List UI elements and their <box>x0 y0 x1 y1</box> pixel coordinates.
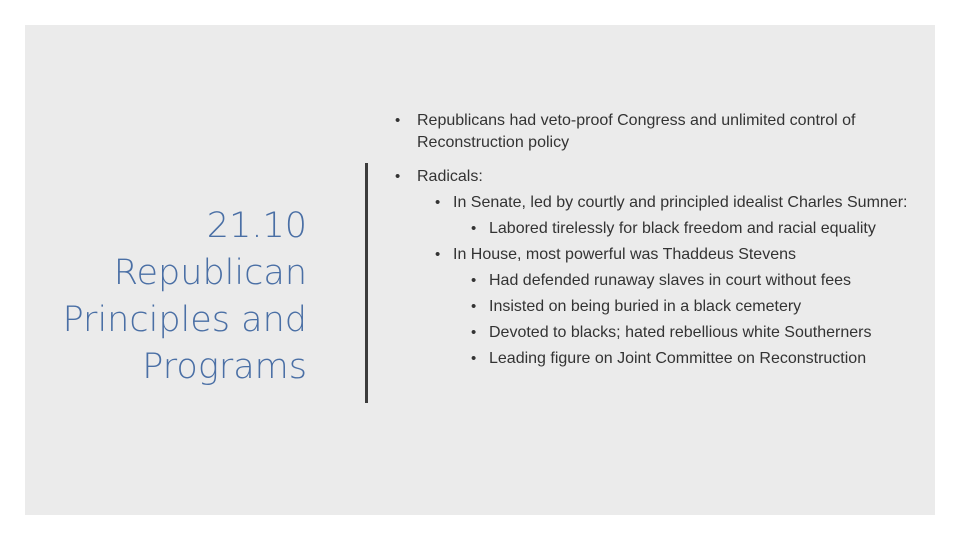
bullet-list <box>395 110 915 370</box>
sub-bullet-item <box>453 244 915 370</box>
vertical-divider <box>365 163 368 403</box>
sub-bullet-item <box>453 192 915 240</box>
bullet-text: Radicals: <box>417 168 483 185</box>
bullet-content <box>395 110 915 370</box>
slide <box>25 25 935 515</box>
bullet-text: Republicans had veto-proof Congress and unlimited control of Reconstruction policy <box>417 112 856 151</box>
title-line: Programs <box>142 347 307 387</box>
bullet-text: Had defended runaway slaves in court without fees <box>489 272 851 289</box>
bullet-text: Labored tirelessly for black freedom and racial equality <box>489 220 876 237</box>
bullet-item <box>417 110 915 154</box>
title-line: 21.10 <box>206 206 307 246</box>
bullet-text: Devoted to blacks; hated rebellious white Southerners <box>489 324 872 341</box>
sub-sub-bullet-item <box>489 270 915 292</box>
sub-sub-bullet-item <box>489 322 915 344</box>
title-line: Principles and <box>62 300 307 340</box>
bullet-text: In Senate, led by courtly and principled idealist Charles Sumner: <box>453 194 908 211</box>
sub-bullet-list <box>417 192 915 370</box>
bullet-text: Leading figure on Joint Committee on Reconstruction <box>489 350 867 367</box>
bullet-text: Insisted on being buried in a black cemetery <box>489 298 802 315</box>
sub-sub-bullet-item <box>489 218 915 240</box>
sub-sub-bullet-list <box>453 270 915 370</box>
slide-title <box>27 203 307 391</box>
sub-sub-bullet-item <box>489 348 915 370</box>
sub-sub-bullet-list <box>453 218 915 240</box>
bullet-text: In House, most powerful was Thaddeus Stevens <box>453 246 796 263</box>
bullet-item <box>417 166 915 370</box>
sub-sub-bullet-item <box>489 296 915 318</box>
title-line: Republican <box>113 253 307 293</box>
